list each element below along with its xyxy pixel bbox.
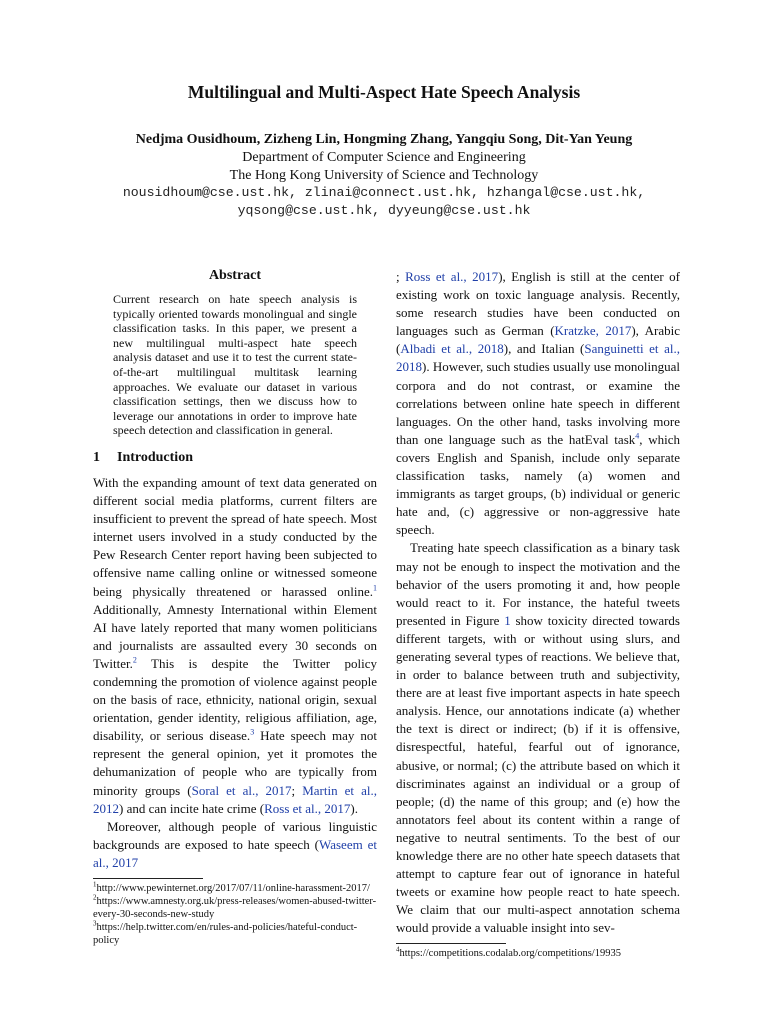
- text-run: ), Arabic (: [396, 323, 680, 357]
- text-run: ), and Italian (: [503, 341, 585, 357]
- text-run: Hate speech may not represent the general opinion, yet it promotes the dehumanization of people who are typically from minority groups (: [93, 728, 378, 798]
- footnote-2: [93, 893, 377, 921]
- footnote-1: [93, 880, 377, 895]
- text-run: ;: [291, 782, 303, 798]
- footnote-url[interactable]: http://www.pewinternet.org/2017/07/11/online-harassment-2017/: [96, 883, 370, 894]
- right-column: [396, 268, 680, 962]
- section-heading-introduction: [93, 450, 377, 466]
- footnote-url[interactable]: https://www.amnesty.org.uk/press-releases/women-abused-twitter-every-30-seconds-new-study: [93, 896, 377, 920]
- abstract-heading: Abstract: [208, 268, 262, 283]
- footnote-number: 1: [93, 880, 97, 889]
- text-run: Treating hate speech classification as a binary task may not be enough to inspect the motivation and the behavior of the users promoting it and, how people would react to it. For instance, the hateful tweets presented in Figure: [396, 540, 680, 628]
- citation-link[interactable]: Soral et al., 2017: [191, 782, 292, 798]
- author-list: Nedjma Ousidhoum, Zizheng Lin, Hongming Zhang, Yangqiu Song, Dit-Yan Yeung: [135, 132, 633, 147]
- citation-link[interactable]: Albadi et al., 2018: [400, 341, 504, 357]
- text-run: , which covers English and Spanish, include only separate classification tasks, namely (a) women and immigrants as target groups, (b) individual or generic hate and, (c) aggressive or non-aggressive hate speech.: [396, 431, 680, 538]
- left-column: [93, 268, 377, 948]
- footnote-ref-3[interactable]: 3: [250, 727, 255, 737]
- abstract-text: Current research on hate speech analysis is typically oriented towards monolingual and single classification tasks. In this paper, we present a new multilingual multi-aspect hate speech analysis dataset and use it to test the current state-of-the-art multilingual multitask learning approaches. We evaluate our dataset in various classification settings, then we discuss how to leverage our annotations in order to improve hate speech detection and classification in general.: [113, 292, 357, 438]
- citation-link[interactable]: Kratzke, 2017: [554, 323, 632, 339]
- section-number: 1: [93, 449, 100, 465]
- affiliation-department: Department of Computer Science and Engineering: [242, 150, 526, 165]
- intro-paragraph-1: [93, 474, 377, 818]
- citation-link[interactable]: Waseem et al., 2017: [93, 836, 378, 870]
- figure-reference[interactable]: 1: [504, 612, 511, 628]
- paper-title: Multilingual and Multi-Aspect Hate Speech Analysis: [187, 82, 581, 102]
- text-run: With the expanding amount of text data generated on different social media platforms, current filters are insufficient to prevent the spread of hate speech. Most internet users involved in a study conducted by the Pew Research Center report having been subjected to offensive name calling online or witnessed someone being physically threatened or harassed online.: [93, 474, 377, 599]
- footnote-ref-4[interactable]: 4: [635, 431, 640, 441]
- footnote-ref-1[interactable]: 1: [373, 583, 377, 593]
- citation-link[interactable]: Ross et al., 2017: [405, 269, 499, 284]
- text-run: ).: [350, 800, 358, 816]
- email-line-1: nousidhoum@cse.ust.hk, zlinai@connect.ust.hk, hzhangal@cse.ust.hk,: [122, 185, 646, 200]
- citation-link[interactable]: Martin et al., 2012: [93, 782, 377, 816]
- intro-paragraph-3: [396, 539, 680, 937]
- footnote-3: [93, 919, 377, 947]
- author-emails: [0, 184, 768, 220]
- footnote-divider: [396, 943, 506, 944]
- footnote-url[interactable]: https://competitions.codalab.org/competitions/19935: [399, 948, 621, 960]
- citation-link[interactable]: Ross et al., 2017: [264, 800, 351, 816]
- text-run: This is despite the Twitter policy condemning the promotion of violence against people on the basis of race, ethnicity, national origin, sexual orientation, gender identity, religious affiliation, age, disability, or serious disease.: [93, 655, 377, 744]
- footnote-4: [396, 945, 680, 960]
- footnote-number: 2: [93, 893, 97, 902]
- text-run: Additionally, Amnesty International within Element AI have lately reported that many women politicians and journalists are assaulted every 30 seconds on Twitter.: [93, 601, 377, 671]
- text-run: ;: [396, 269, 406, 284]
- intro-paragraph-2-cont: [396, 268, 680, 539]
- footnotes-left: [93, 880, 377, 947]
- text-run: ). However, such studies usually use monolingual corpora and do not contrast, or examine the correlations between online hate speech in different languages. On the other hand, tasks involving more than one language such as the hatEval task: [396, 359, 680, 447]
- text-run: show toxicity directed towards different targets, with or without using slurs, and generating several types of reactions. We believe that, in order to balance between truth and subjectivity, there are at least five important aspects in hate speech analysis. Hence, our annotations indicate (a) whether the text is direct or indirect; (b) if it is offensive, disrespectful, hateful, fearful out of ignorance, abusive, or normal; (c) the attribute based on which it discriminates against an individual or a group of people; (d) the name of this group; and (e) how the annotators feel about its content within a range of negative to neutral sentiments. To the best of our knowledge there are no other hate speech datasets that attempt to capture fear out of ignorance in hateful tweets or examine how people react to hate speech. We claim that our multi-aspect annotation schema would provide a valuable insight into sev-: [396, 612, 680, 936]
- footnote-ref-2[interactable]: 2: [132, 655, 137, 665]
- intro-paragraph-2-start: [93, 818, 377, 872]
- section-title: Introduction: [117, 449, 193, 465]
- affiliation-university: The Hong Kong University of Science and Technology: [229, 168, 539, 183]
- footnote-url[interactable]: https://help.twitter.com/en/rules-and-policies/hateful-conduct-policy: [93, 922, 358, 946]
- email-line-2: yqsong@cse.ust.hk, dyyeung@cse.ust.hk: [237, 203, 531, 218]
- footnote-number: 3: [93, 919, 97, 928]
- citation-link[interactable]: Sanguinetti et al., 2018: [396, 341, 680, 375]
- text-run: ) and can incite hate crime (: [119, 800, 265, 816]
- footnote-divider: [93, 878, 203, 879]
- text-run: ), English is still at the center of existing work on toxic language analysis. Recently, some research studies have been conducted on languages such as German (: [396, 269, 681, 339]
- text-run: Moreover, although people of various linguistic backgrounds are exposed to hate speech (: [93, 818, 377, 852]
- affiliation: [0, 149, 768, 185]
- footnote-number: 4: [396, 945, 400, 954]
